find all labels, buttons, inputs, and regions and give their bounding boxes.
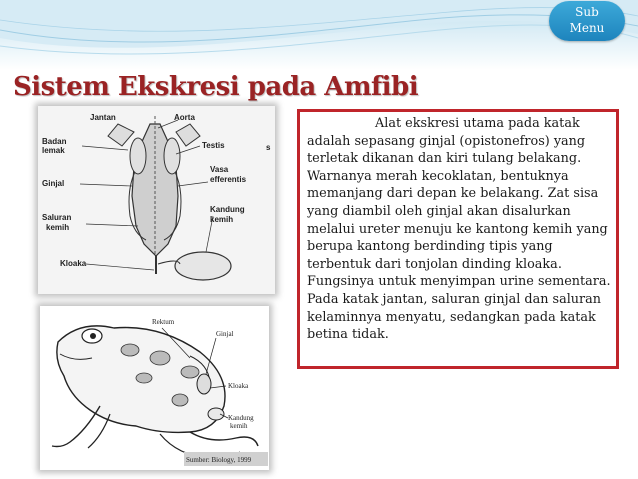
sub-menu-label-line1: Sub — [575, 5, 599, 19]
label-vasa-1: Vasa — [210, 165, 229, 174]
frog-illustration — [40, 306, 269, 470]
excretory-system-diagram — [38, 106, 275, 294]
label-kloaka-frog: Kloaka — [228, 382, 249, 390]
page-title: Sistem Ekskresi pada Amfibi — [13, 72, 419, 102]
label-aorta: Aorta — [174, 113, 195, 122]
header-wave-decoration — [0, 0, 638, 70]
label-badan-lemak-1: Badan — [42, 137, 67, 146]
label-rektum: Rektum — [152, 318, 175, 326]
label-edge-mark: s — [266, 143, 271, 152]
description-box — [297, 109, 619, 369]
label-ginjal-frog: Ginjal — [216, 330, 234, 338]
label-jantan: Jantan — [90, 113, 116, 122]
label-kandung-2-frog: kemih — [230, 422, 248, 430]
sub-menu-label-line2: Menu — [569, 21, 605, 35]
label-kandung-2: kemih — [210, 215, 234, 224]
label-testis: Testis — [202, 141, 225, 150]
label-kandung-1-frog: Kandung — [228, 414, 254, 422]
sub-menu-button[interactable] — [549, 1, 625, 41]
label-kloaka: Kloaka — [60, 259, 87, 268]
label-vasa-2: efferentis — [210, 175, 247, 184]
label-ginjal: Ginjal — [42, 179, 65, 188]
label-kandung-1: Kandung — [210, 205, 245, 214]
label-saluran-2: kemih — [46, 223, 70, 232]
description-text: Alat ekskresi utama pada katak adalah sepasang ginjal (opistonefros) yang terletak dikanan dan kiri tulang belakang. Warnanya merah kecoklatan, bentuknya memanjang dari depan ke belakang. Zat sisa yang diambil oleh ginjal akan disalurkan melalui ureter menuju ke kantong kemih yang berupa kantong berdinding tipis yang terbentuk dari tonjolan dinding kloaka. Fungsinya untuk menyimpan urine sementara. Pada katak jantan, saluran ginjal dan saluran kelaminnya menyatu, sedangkan pada katak betina tidak. — [307, 116, 611, 343]
label-saluran-1: Saluran — [42, 213, 72, 222]
figure-source: Sumber: Biology, 1999 — [186, 456, 252, 464]
label-badan-lemak-2: lemak — [42, 146, 65, 155]
